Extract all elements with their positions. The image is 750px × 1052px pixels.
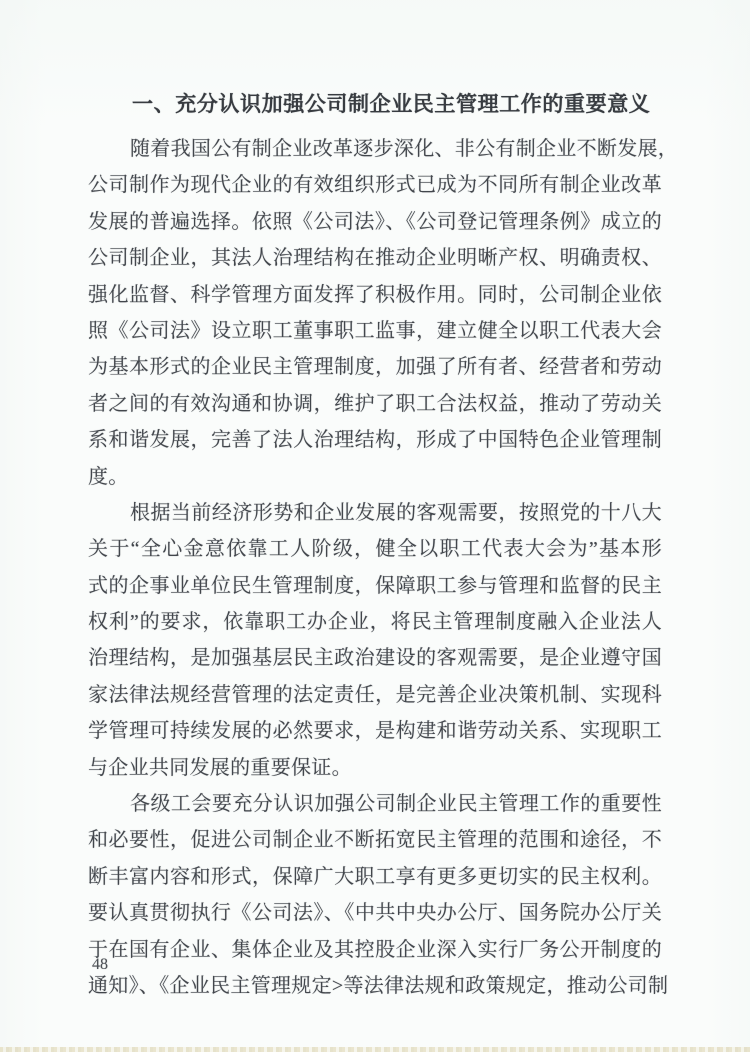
text-line: 和必要性，促进公司制企业不断拓宽民主管理的范围和途径，不 (88, 829, 662, 852)
text-line: 根据当前经济形势和企业发展的客观需要，按照党的十八大 (130, 501, 662, 524)
document-body (88, 86, 679, 1004)
text-line: 发展的普遍选择。依照《公司法》、《公司登记管理条例》成立的 (88, 210, 662, 233)
text-line: 于在国有企业、集体企业及其控股企业深入实行厂务公开制度的 (88, 938, 662, 961)
text-line: 公司制作为现代企业的有效组织形式已成为不同所有制企业改革 (88, 174, 662, 197)
section-heading: 一、充分认识加强公司制企业民主管理工作的重要意义 (132, 93, 651, 116)
text-line: 关于“全心金意依靠工人阶级，健全以职工代表大会为”基本形 (88, 538, 662, 561)
text-line: 式的企事业单位民生管理制度，保障职工参与管理和监督的民主 (88, 574, 662, 597)
text-line: 要认真贯彻执行《公司法》、《中共中央办公厅、国务院办公厅关 (88, 902, 662, 925)
text-line: 断丰富内容和形式，保障广大职工享有更多更切实的民主权利。 (88, 865, 662, 888)
text-line: 者之间的有效沟通和协调，维护了职工合法权益，推动了劳动关 (88, 392, 662, 415)
text-line: 随着我国公有制企业改革逐步深化、非公有制企业不断发展， (130, 138, 679, 160)
text-line: 家法律法规经营管理的法定责任，是完善企业决策机制、实现科 (88, 683, 662, 706)
text-line: 照《公司法》设立职工董事职工监事，建立健全以职工代表大会 (88, 319, 662, 342)
scan-bottom-edge (0, 1047, 750, 1052)
text-line: 通知》、《企业民主管理规定>等法律法规和政策规定，推动公司制 (88, 974, 669, 997)
text-line: 系和谐发展，完善了法人治理结构，形成了中国特色企业管理制 (88, 429, 662, 452)
text-line: 与企业共同发展的重要保证。 (88, 756, 352, 779)
text-line: 强化监督、科学管理方面发挥了积极作用。同时，公司制企业依 (88, 283, 662, 306)
text-line: 治理结构，是加强基层民主政治建设的客观需要，是企业遵守国 (88, 647, 662, 670)
text-line: 学管理可持续发展的必然要求，是构建和谐劳动关系、实现职工 (88, 720, 662, 743)
text-line: 各级工会要充分认识加强公司制企业民主管理工作的重要性 (130, 793, 662, 816)
text-line: 度。 (88, 465, 129, 488)
text-line: 为基本形式的企业民主管理制度，加强了所有者、经营者和劳动 (88, 356, 662, 379)
page-number: 48 (92, 956, 108, 973)
text-line: 公司制企业，其法人治理结构在推动企业明晰产权、明确责权、 (88, 247, 662, 270)
text-line: 权利”的要求，依靠职工办企业，将民主管理制度融入企业法人 (88, 611, 662, 634)
